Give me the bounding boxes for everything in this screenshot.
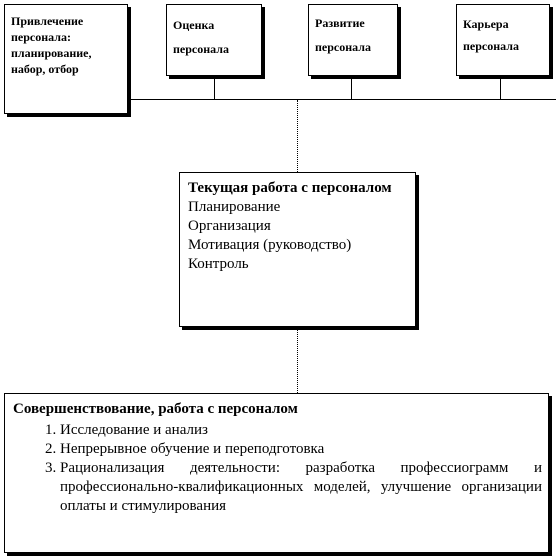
top-horizontal-connector bbox=[127, 99, 556, 100]
box-ocenka bbox=[166, 4, 262, 76]
box-sovershenstvovanie bbox=[4, 393, 549, 553]
bottom-title: Совершенствование, работа с персоналом bbox=[13, 401, 298, 417]
center-title: Текущая работа с персоналом bbox=[188, 180, 392, 196]
dotted-connector-center-bottom bbox=[297, 327, 298, 393]
connector-razvitie bbox=[351, 76, 352, 100]
center-item-1: Планирование bbox=[188, 199, 281, 215]
box-razvitie bbox=[308, 4, 398, 76]
bottom-list bbox=[13, 421, 542, 516]
box-ocenka-label: Оценка персонала bbox=[173, 18, 229, 56]
box-karera-label: Карьера персонала bbox=[463, 17, 519, 53]
connector-ocenka bbox=[214, 76, 215, 100]
center-item-4: Контроль bbox=[188, 256, 249, 272]
box-privlechenie bbox=[4, 4, 128, 114]
bottom-item-1: 1. Исследование и анализ bbox=[60, 421, 542, 440]
bottom-item-3: 3. Рационализация деятельности: разработка профессиограмм и профессионально-квалификационных моделей, улучшение организации оплаты и стимулирования bbox=[60, 459, 542, 516]
box-privlechenie-label: Привлечение персонала: планирование, набор, отбор bbox=[11, 14, 92, 76]
connector-karera bbox=[500, 76, 501, 100]
box-razvitie-label: Развитие персонала bbox=[315, 16, 371, 54]
center-item-3: Мотивация (руководство) bbox=[188, 237, 352, 253]
bottom-item-2: 2. Непрерывное обучение и переподготовка bbox=[60, 440, 542, 459]
center-item-2: Организация bbox=[188, 218, 271, 234]
dotted-connector-top-center bbox=[297, 100, 298, 172]
box-karera bbox=[456, 4, 550, 76]
box-tekushchaya-rabota bbox=[179, 172, 416, 327]
